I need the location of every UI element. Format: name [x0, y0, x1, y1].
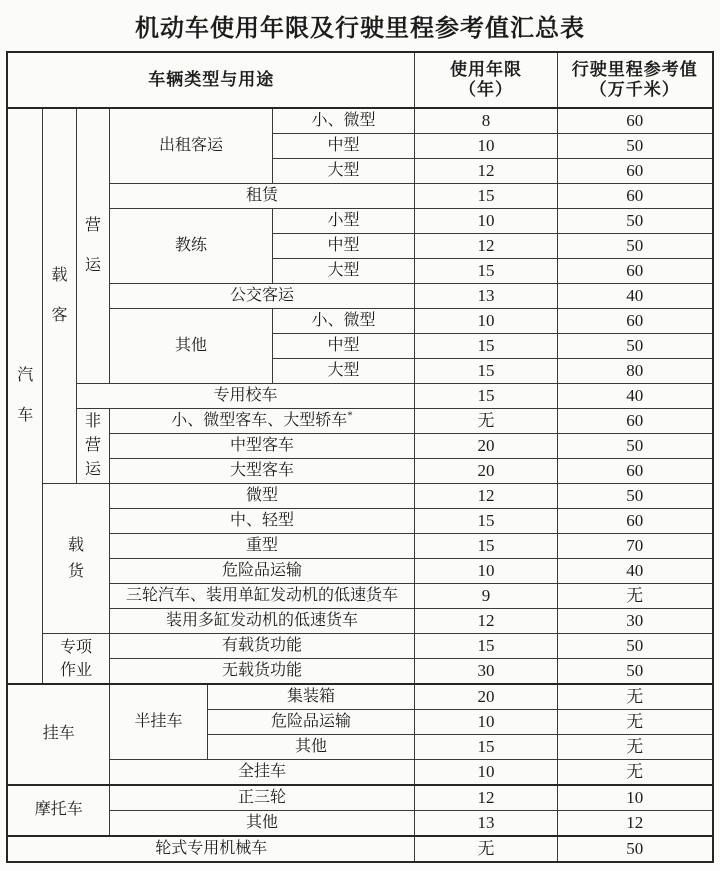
table-row [7, 609, 712, 634]
years-cell: 15 [415, 334, 558, 359]
table-row [7, 634, 712, 659]
table-row [7, 108, 712, 134]
table-row [7, 559, 712, 584]
mileage-cell: 50 [558, 134, 713, 159]
mileage-cell: 50 [558, 634, 713, 659]
category-cell: 危险品运输 [109, 559, 414, 584]
years-cell: 12 [415, 159, 558, 184]
group-automobile: 汽车 [7, 108, 42, 684]
mileage-cell: 无 [558, 584, 713, 609]
group-passenger: 载客 [42, 108, 76, 484]
subtype-cell: 小型 [272, 209, 414, 234]
years-cell: 13 [415, 811, 558, 837]
mileage-cell: 10 [558, 785, 713, 811]
category-cell: 教练 [109, 209, 272, 284]
table-row [7, 484, 712, 509]
years-cell: 10 [415, 559, 558, 584]
years-cell: 无 [415, 409, 558, 434]
table-row [7, 811, 712, 837]
mileage-cell: 50 [558, 334, 713, 359]
table-row [7, 785, 712, 811]
years-cell: 12 [415, 609, 558, 634]
years-cell: 15 [415, 184, 558, 209]
category-cell: 轮式专用机械车 [7, 836, 414, 862]
mileage-cell: 40 [558, 284, 713, 309]
years-cell: 15 [415, 735, 558, 760]
years-cell: 10 [415, 309, 558, 334]
group-cargo: 载货 [42, 484, 109, 634]
table-row [7, 659, 712, 685]
subtype-cell: 小、微型 [272, 309, 414, 334]
mileage-cell: 无 [558, 710, 713, 735]
table-row [7, 534, 712, 559]
mileage-cell: 40 [558, 559, 713, 584]
years-cell: 20 [415, 459, 558, 484]
category-cell: 无载货功能 [109, 659, 414, 685]
years-cell: 15 [415, 634, 558, 659]
table-row [7, 459, 712, 484]
years-cell: 20 [415, 684, 558, 710]
group-operating: 营运 [76, 108, 109, 384]
mileage-cell: 无 [558, 735, 713, 760]
table-row [7, 836, 712, 862]
category-cell: 装用多缸发动机的低速货车 [109, 609, 414, 634]
years-cell: 15 [415, 509, 558, 534]
years-cell: 10 [415, 760, 558, 786]
mileage-cell: 60 [558, 409, 713, 434]
group-semi-trailer: 半挂车 [109, 684, 207, 760]
years-cell: 8 [415, 108, 558, 134]
subtype-cell: 中型 [272, 334, 414, 359]
vehicle-lifespan-mileage-table [6, 51, 713, 863]
category-cell: 其他 [109, 309, 272, 384]
mileage-cell: 70 [558, 534, 713, 559]
category-cell: 重型 [109, 534, 414, 559]
group-non-operating: 非营运 [76, 409, 109, 484]
subtype-cell: 中型 [272, 134, 414, 159]
category-cell: 专用校车 [76, 384, 414, 409]
footnote-asterisk: * [347, 409, 353, 422]
table-row [7, 509, 712, 534]
years-cell: 20 [415, 434, 558, 459]
subtype-cell: 中型 [272, 234, 414, 259]
years-cell: 30 [415, 659, 558, 685]
mileage-cell: 50 [558, 209, 713, 234]
years-cell: 12 [415, 484, 558, 509]
subtype-cell: 集装箱 [207, 684, 414, 710]
mileage-cell: 50 [558, 434, 713, 459]
category-cell: 大型客车 [109, 459, 414, 484]
years-cell: 15 [415, 259, 558, 284]
mileage-cell: 60 [558, 159, 713, 184]
years-cell: 12 [415, 785, 558, 811]
mileage-cell: 50 [558, 836, 713, 862]
years-cell: 15 [415, 384, 558, 409]
category-cell: 中、轻型 [109, 509, 414, 534]
category-cell: 租赁 [109, 184, 414, 209]
table-title: 机动车使用年限及行驶里程参考值汇总表 [135, 15, 585, 42]
mileage-cell: 50 [558, 659, 713, 685]
subtype-cell: 危险品运输 [207, 710, 414, 735]
mileage-cell: 50 [558, 484, 713, 509]
years-cell: 12 [415, 234, 558, 259]
subtype-cell: 大型 [272, 259, 414, 284]
category-cell: 小、微型客车、大型轿车* [109, 409, 414, 434]
category-cell: 公交客运 [109, 284, 414, 309]
mileage-cell: 40 [558, 384, 713, 409]
header-mileage-ref: 行驶里程参考值 （万千米） [558, 52, 713, 108]
group-motorcycle: 摩托车 [7, 785, 109, 836]
mileage-cell: 无 [558, 760, 713, 786]
years-cell: 15 [415, 534, 558, 559]
years-cell: 9 [415, 584, 558, 609]
mileage-cell: 60 [558, 108, 713, 134]
category-cell: 正三轮 [109, 785, 414, 811]
table-row [7, 760, 712, 786]
header-row [7, 52, 712, 108]
table-row [7, 434, 712, 459]
category-cell: 全挂车 [109, 760, 414, 786]
header-vehicle-type: 车辆类型与用途 [7, 52, 414, 108]
table-row [7, 284, 712, 309]
mileage-cell: 30 [558, 609, 713, 634]
subtype-cell: 小、微型 [272, 108, 414, 134]
mileage-cell: 60 [558, 459, 713, 484]
subtype-cell: 大型 [272, 359, 414, 384]
mileage-cell: 60 [558, 309, 713, 334]
group-trailer: 挂车 [7, 684, 109, 785]
years-cell: 13 [415, 284, 558, 309]
category-cell: 微型 [109, 484, 414, 509]
years-cell: 10 [415, 209, 558, 234]
table-row [7, 209, 712, 234]
subtype-cell: 其他 [207, 735, 414, 760]
table-row [7, 384, 712, 409]
years-cell: 10 [415, 134, 558, 159]
table-row [7, 584, 712, 609]
group-special-work: 专项作业 [42, 634, 109, 685]
years-cell: 15 [415, 359, 558, 384]
category-cell: 有载货功能 [109, 634, 414, 659]
table-row [7, 309, 712, 334]
table-row [7, 684, 712, 710]
mileage-cell: 12 [558, 811, 713, 837]
mileage-cell: 50 [558, 234, 713, 259]
mileage-cell: 80 [558, 359, 713, 384]
years-cell: 无 [415, 836, 558, 862]
header-service-life: 使用年限 （年） [415, 52, 558, 108]
category-cell: 出租客运 [109, 108, 272, 184]
category-cell: 三轮汽车、装用单缸发动机的低速货车 [109, 584, 414, 609]
mileage-cell: 60 [558, 509, 713, 534]
years-cell: 10 [415, 710, 558, 735]
table-row [7, 184, 712, 209]
mileage-cell: 无 [558, 684, 713, 710]
subtype-cell: 大型 [272, 159, 414, 184]
mileage-cell: 60 [558, 259, 713, 284]
table-row [7, 409, 712, 434]
category-cell: 中型客车 [109, 434, 414, 459]
category-cell: 其他 [109, 811, 414, 837]
mileage-cell: 60 [558, 184, 713, 209]
